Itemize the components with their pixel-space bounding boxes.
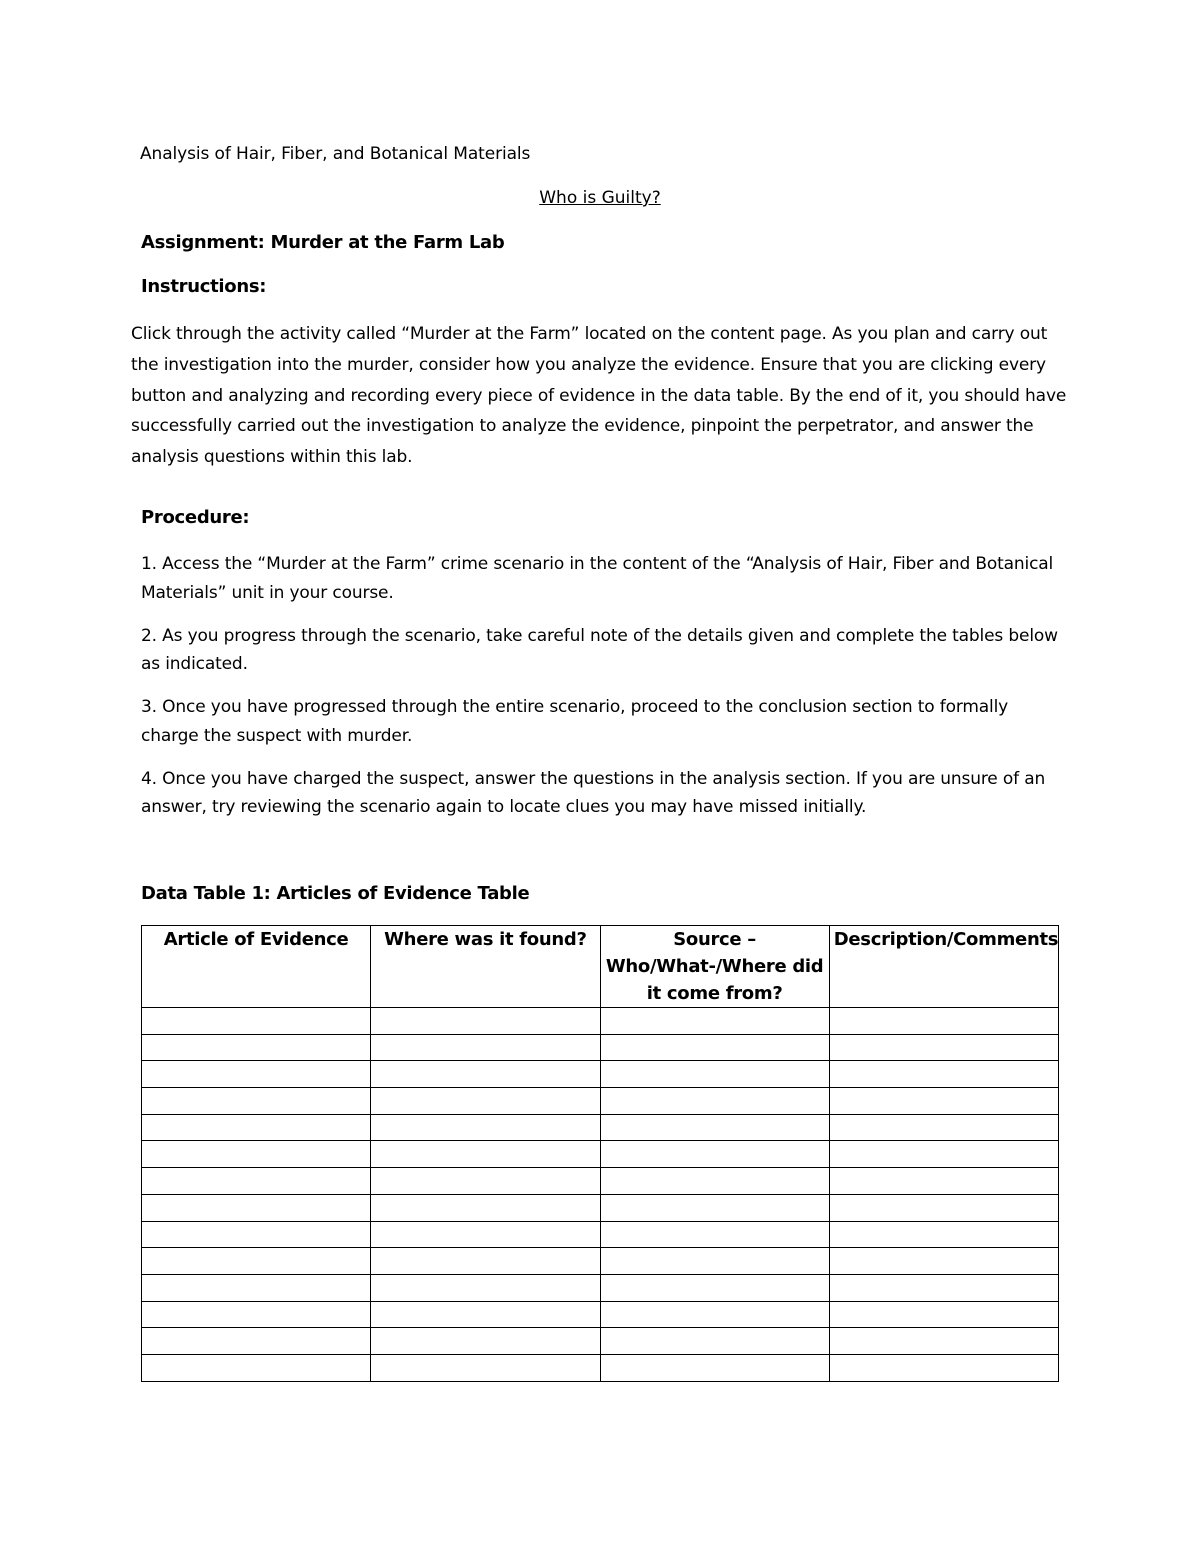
header-source: Source – Who/What-/Where did it come from?: [600, 926, 829, 1008]
header-article-of-evidence: Article of Evidence: [142, 926, 371, 1008]
table-cell[interactable]: [371, 1034, 600, 1061]
procedure-step-2: 2. As you progress through the scenario, take careful note of the details given and complete the tables below as indicated.: [141, 625, 1058, 674]
procedure-step-3: 3. Once you have progressed through the entire scenario, proceed to the conclusion section to formally charge the suspect with murder.: [141, 697, 1009, 746]
table-cell[interactable]: [142, 1114, 371, 1141]
table-cell[interactable]: [142, 1008, 371, 1035]
procedure-steps: [141, 550, 1066, 836]
table-cell[interactable]: [371, 1008, 600, 1035]
table-row: [142, 1248, 1059, 1275]
table-cell[interactable]: [829, 1008, 1058, 1035]
table-cell[interactable]: [600, 1141, 829, 1168]
table-cell[interactable]: [142, 1354, 371, 1381]
table-cell[interactable]: [829, 1221, 1058, 1248]
table-cell[interactable]: [371, 1061, 600, 1088]
table-cell[interactable]: [600, 1034, 829, 1061]
table-cell[interactable]: [829, 1301, 1058, 1328]
table-cell[interactable]: [829, 1034, 1058, 1061]
table-cell[interactable]: [371, 1328, 600, 1355]
table-cell[interactable]: [371, 1088, 600, 1115]
evidence-table-body: [142, 1008, 1059, 1382]
table-cell[interactable]: [142, 1248, 371, 1275]
header-description-comments: Description/Comments: [829, 926, 1058, 1008]
table-cell[interactable]: [829, 1141, 1058, 1168]
table-cell[interactable]: [600, 1301, 829, 1328]
table-cell[interactable]: [829, 1354, 1058, 1381]
subtitle-container: [0, 188, 1200, 208]
table-cell[interactable]: [142, 1088, 371, 1115]
table-cell[interactable]: [829, 1088, 1058, 1115]
table-cell[interactable]: [142, 1301, 371, 1328]
table-cell[interactable]: [371, 1301, 600, 1328]
table-row: [142, 1194, 1059, 1221]
table-cell[interactable]: [829, 1194, 1058, 1221]
table-cell[interactable]: [829, 1328, 1058, 1355]
table-row: [142, 1008, 1059, 1035]
page-subtitle: Who is Guilty?: [539, 188, 661, 208]
instructions-heading: Instructions:: [141, 276, 267, 297]
table-cell[interactable]: [600, 1274, 829, 1301]
table-cell[interactable]: [371, 1354, 600, 1381]
table-row: [142, 1034, 1059, 1061]
table-cell[interactable]: [600, 1061, 829, 1088]
table-cell[interactable]: [371, 1114, 600, 1141]
table-row: [142, 1328, 1059, 1355]
table-cell[interactable]: [600, 1114, 829, 1141]
table-cell[interactable]: [600, 1168, 829, 1195]
table-header-row: [142, 926, 1059, 1008]
table-cell[interactable]: [142, 1274, 371, 1301]
table-cell[interactable]: [600, 1221, 829, 1248]
table-cell[interactable]: [371, 1248, 600, 1275]
table-cell[interactable]: [142, 1194, 371, 1221]
table-cell[interactable]: [142, 1034, 371, 1061]
table-row: [142, 1141, 1059, 1168]
table-cell[interactable]: [142, 1061, 371, 1088]
procedure-heading: Procedure:: [141, 507, 250, 528]
table-row: [142, 1354, 1059, 1381]
table-cell[interactable]: [829, 1114, 1058, 1141]
table-cell[interactable]: [371, 1141, 600, 1168]
table-cell[interactable]: [829, 1248, 1058, 1275]
assignment-heading: Assignment: Murder at the Farm Lab: [141, 232, 505, 253]
table-row: [142, 1168, 1059, 1195]
table-cell[interactable]: [600, 1328, 829, 1355]
data-table-title: Data Table 1: Articles of Evidence Table: [141, 883, 530, 904]
evidence-table: [141, 925, 1059, 1382]
table-cell[interactable]: [600, 1008, 829, 1035]
table-cell[interactable]: [600, 1194, 829, 1221]
table-cell[interactable]: [600, 1354, 829, 1381]
table-cell[interactable]: [829, 1168, 1058, 1195]
header-where-found: Where was it found?: [371, 926, 600, 1008]
table-cell[interactable]: [829, 1274, 1058, 1301]
table-cell[interactable]: [600, 1248, 829, 1275]
table-row: [142, 1061, 1059, 1088]
procedure-step-4: 4. Once you have charged the suspect, answer the questions in the analysis section. If you are unsure of an answer, try reviewing the scenario again to locate clues you may have missed initially.: [141, 768, 1046, 817]
procedure-step-1: 1. Access the “Murder at the Farm” crime scenario in the content of the “Analysis of Hair, Fiber and Botanical Materials” unit in your course.: [141, 554, 1054, 603]
table-row: [142, 1301, 1059, 1328]
table-cell[interactable]: [371, 1221, 600, 1248]
table-cell[interactable]: [600, 1088, 829, 1115]
table-row: [142, 1088, 1059, 1115]
course-title: Analysis of Hair, Fiber, and Botanical Materials: [140, 144, 531, 164]
table-cell[interactable]: [142, 1168, 371, 1195]
table-cell[interactable]: [371, 1274, 600, 1301]
table-cell[interactable]: [371, 1194, 600, 1221]
table-cell[interactable]: [142, 1141, 371, 1168]
table-cell[interactable]: [142, 1221, 371, 1248]
table-row: [142, 1221, 1059, 1248]
table-row: [142, 1114, 1059, 1141]
table-cell[interactable]: [371, 1168, 600, 1195]
table-cell[interactable]: [829, 1061, 1058, 1088]
table-row: [142, 1274, 1059, 1301]
table-cell[interactable]: [142, 1328, 371, 1355]
instructions-paragraph: Click through the activity called “Murder at the Farm” located on the content page. As you plan and carry out the investigation into the murder, consider how you analyze the evidence. Ensure that you are clicking every button and analyzing and recording every piece of evidence in the data table. By the end of it, you should have successfully carried out the investigation to analyze the evidence, pinpoint the perpetrator, and answer the analysis questions within this lab.: [131, 324, 1067, 468]
